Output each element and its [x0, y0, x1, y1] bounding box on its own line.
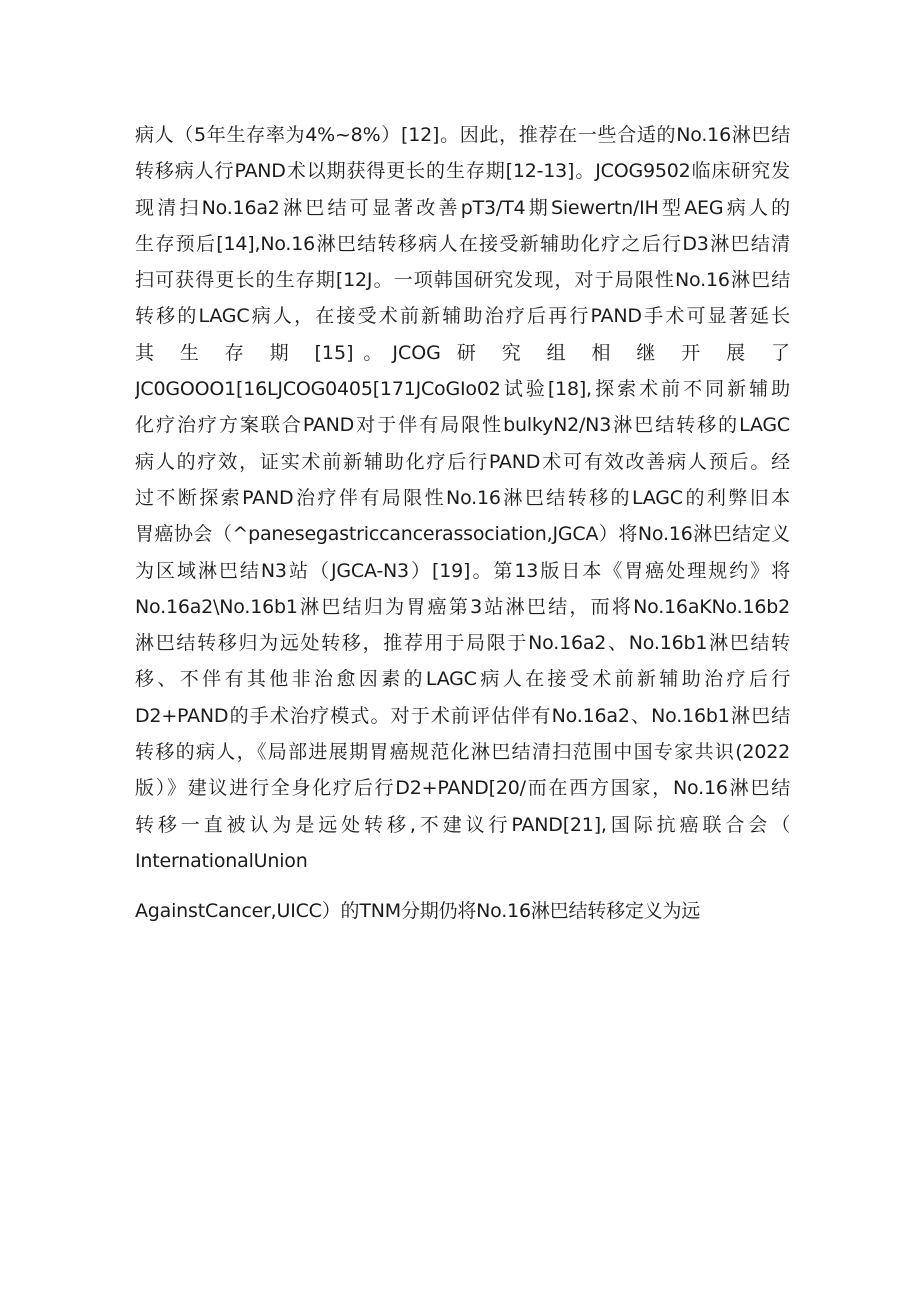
text-line: 病人的疗效，证实术前新辅助化疗后行PAND术可有效改善病人预后。经: [135, 450, 790, 473]
text-line: 转移的LAGC病人，在接受术前新辅助治疗后再行PAND手术可显著延长: [135, 305, 790, 328]
text-line: No.16a2\No.16b1淋巴结归为胃癌第3站淋巴结，而将No.16aKNo.16b2: [135, 595, 790, 618]
text-line: 扫可获得更长的生存期[12J。一项韩国研究发现，对于局限性No.16淋巴结: [135, 269, 790, 292]
text-line: 移、不伴有其他非治愈因素的LAGC病人在接受术前新辅助治疗后行: [135, 668, 790, 691]
text-line: 生存预后[14],No.16淋巴结转移病人在接受新辅助化疗之后行D3淋巴结清: [135, 232, 790, 255]
text-line: InternationalUnion: [135, 849, 308, 872]
text-line: 为区域淋巴结N3站（JGCA-N3）[19]。第13版日本《胃癌处理规约》将: [135, 559, 790, 582]
text-line: 转移的病人，《局部进展期胃癌规范化淋巴结清扫范围中国专家共识(2022: [135, 741, 790, 764]
text-line: AgainstCancer,UICC）的TNM分期仍将No.16淋巴结转移定义为远: [135, 900, 701, 923]
text-line: 其 生 存 期 [15]。JCOG 研 究 组 相 继 开 展 了: [135, 341, 790, 364]
text-line: 过不断探索PAND治疗伴有局限性No.16淋巴结转移的LAGC的利弊旧本: [135, 486, 790, 509]
text-line: 化疗治疗方案联合PAND对于伴有局限性bulkyN2/N3淋巴结转移的LAGC: [135, 414, 790, 437]
text-line: 转移一直被认为是远处转移,不建议行PAND[21],国际抗癌联合会（: [135, 813, 790, 836]
text-line: 淋巴结转移归为远处转移，推荐用于局限于No.16a2、No.16b1淋巴结转: [135, 632, 790, 655]
text-line: 版）》建议进行全身化疗后行D2+PAND[20/而在西方国家，No.16淋巴结: [135, 777, 790, 800]
text-line: 转移病人行PAND术以期获得更长的生存期[12-13]。JCOG9502临床研究发: [135, 160, 790, 183]
text-line: JC0GOOO1[16LJCOG0405[171JCoGIo02试验[18],探索术前不同新辅助: [135, 378, 790, 401]
text-line: 病人（5年生存率为4%~8%）[12]。因此，推荐在一些合适的No.16淋巴结: [135, 124, 790, 146]
body-paragraph: [135, 117, 790, 930]
text-line: 现清扫No.16a2淋巴结可显著改善pT3/T4期Siewertn/IH型AEG病人的: [135, 196, 790, 219]
text-line: 胃癌协会（^panesegastriccancerassociation,JGCA）将No.16淋巴结定义: [135, 523, 790, 546]
text-line: D2+PAND的手术治疗模式。对于术前评估伴有No.16a2、No.16b1淋巴结: [135, 704, 790, 727]
